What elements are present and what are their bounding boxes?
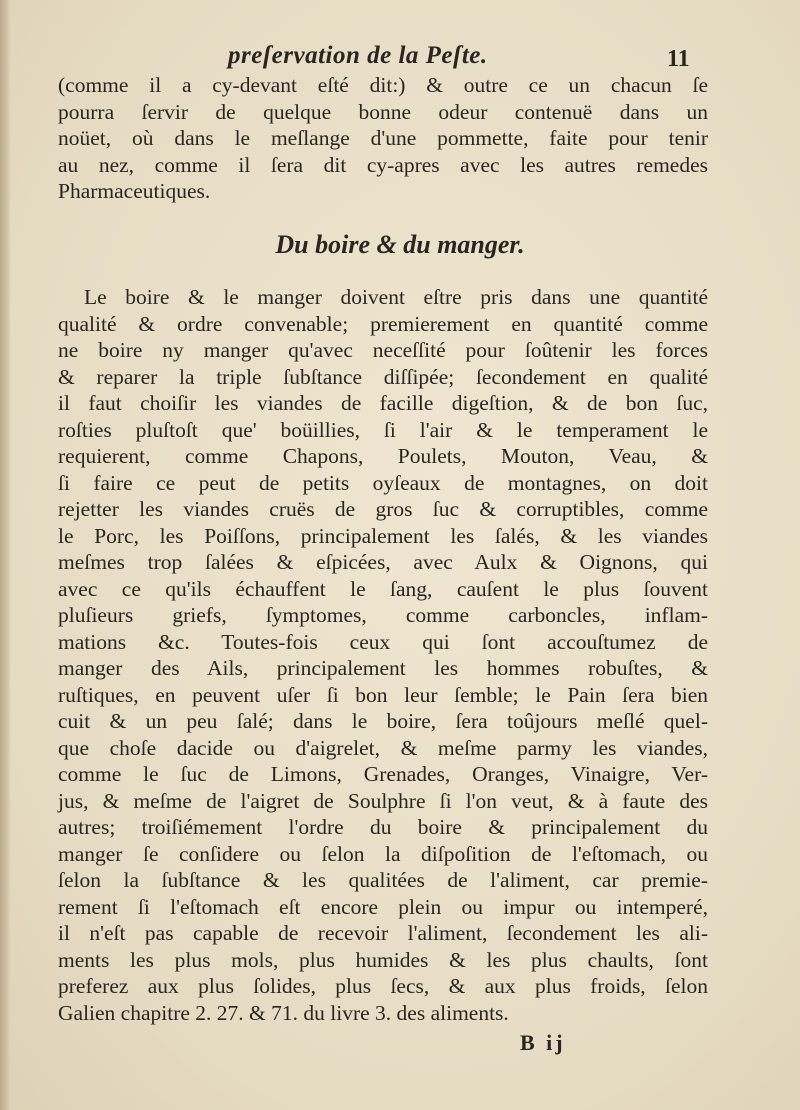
text-line: Le boire & le manger doivent eſtre pris dans une quantité bbox=[84, 285, 708, 309]
text-line: ruſtiques, en peuvent uſer ſi bon leur ſemble; le Pain ſera bien bbox=[58, 682, 708, 707]
text-line: que choſe dacide ou d'aigrelet, & meſme parmy les viandes, bbox=[58, 735, 708, 760]
section-heading: Du boire & du manger. bbox=[275, 230, 525, 259]
text-line: avec ce qu'ils échauffent le ſang, cauſent le plus ſouvent bbox=[58, 576, 708, 601]
text-line: rejetter les viandes cruës de gros ſuc & corruptibles, comme bbox=[58, 497, 708, 521]
text-line: le Porc, les Poiſſons, principalement les ſalés, & les viandes bbox=[58, 523, 708, 548]
text-line: comme le ſuc de Limons, Grenades, Oranges, Vinaigre, Ver- bbox=[58, 762, 708, 786]
text-line: autres; troiſiémement l'ordre du boire & principalement du bbox=[58, 815, 708, 839]
page-gutter-shadow bbox=[0, 0, 10, 1110]
text-line: pluſieurs griefs, ſymptomes, comme carboncles, inflam- bbox=[58, 603, 708, 627]
text-line: Pharmaceutiques. bbox=[58, 179, 211, 203]
text-line: manger ſe conſidere ou ſelon la diſpoſition de l'eſtomach, ou bbox=[58, 841, 708, 866]
text-line: roſties pluſtoſt que' boüillies, ſi l'air & le temperament le bbox=[58, 417, 708, 442]
text-line: preferez aux plus ſolides, plus ſecs, & aux plus froids, ſelon bbox=[58, 974, 708, 998]
intro-paragraph bbox=[58, 72, 708, 205]
text-line: qualité & ordre convenable; premierement en quantité comme bbox=[58, 311, 708, 336]
text-line: ne boire ny manger qu'avec neceſſité pour ſoûtenir les forces bbox=[58, 338, 708, 362]
text-line: jus, & meſme de l'aigret de Soulphre ſi l'on veut, & à faute des bbox=[58, 788, 708, 813]
text-line: il faut choiſir les viandes de facille digeſtion, & de bon ſuc, bbox=[58, 391, 708, 415]
text-line: noüet, où dans le meſlange d'une pommette, faite pour tenir bbox=[58, 126, 708, 150]
text-line: ſi faire ce peut de petits oyſeaux de montagnes, on doit bbox=[58, 470, 708, 495]
running-title: preſervation de la Peſte. bbox=[228, 42, 488, 69]
text-line: rement ſi l'eſtomach eſt encore plein ou impur ou intemperé, bbox=[58, 894, 708, 919]
text-line: ments les plus mols, plus humides & les plus chaults, ſont bbox=[58, 947, 708, 972]
text-line: mations &c. Toutes-fois ceux qui ſont accouſtumez de bbox=[58, 629, 708, 654]
text-line: pourra ſervir de quelque bonne odeur contenuë dans un bbox=[58, 99, 708, 124]
text-line: ſelon la ſubſtance & les qualitées de l'aliment, car premie- bbox=[58, 868, 708, 892]
text-line: cuit & un peu ſalé; dans le boire, ſera toûjours meſlé quel- bbox=[58, 709, 708, 733]
text-line: Galien chapitre 2. 27. & 71. du livre 3. des aliments. bbox=[58, 1000, 509, 1025]
text-line: & reparer la triple ſubſtance diſſipée; ſecondement en qualité bbox=[58, 364, 708, 389]
signature-mark: B ij bbox=[520, 1030, 566, 1055]
text-line: au nez, comme il ſera dit cy-apres avec les autres remedes bbox=[58, 152, 708, 177]
text-line: (comme il a cy-devant eſté dit:) & outre ce un chacun ſe bbox=[58, 73, 708, 97]
body-paragraph bbox=[58, 284, 708, 1026]
text-line: manger des Ails, principalement les hommes robuſtes, & bbox=[58, 656, 708, 680]
text-line: meſmes trop ſalées & eſpicées, avec Aulx & Oignons, qui bbox=[58, 550, 708, 574]
page-number: 11 bbox=[667, 46, 690, 72]
text-line: requierent, comme Chapons, Poulets, Mouton, Veau, & bbox=[58, 444, 708, 468]
text-line: il n'eſt pas capable de recevoir l'aliment, ſecondement les ali- bbox=[58, 921, 708, 945]
